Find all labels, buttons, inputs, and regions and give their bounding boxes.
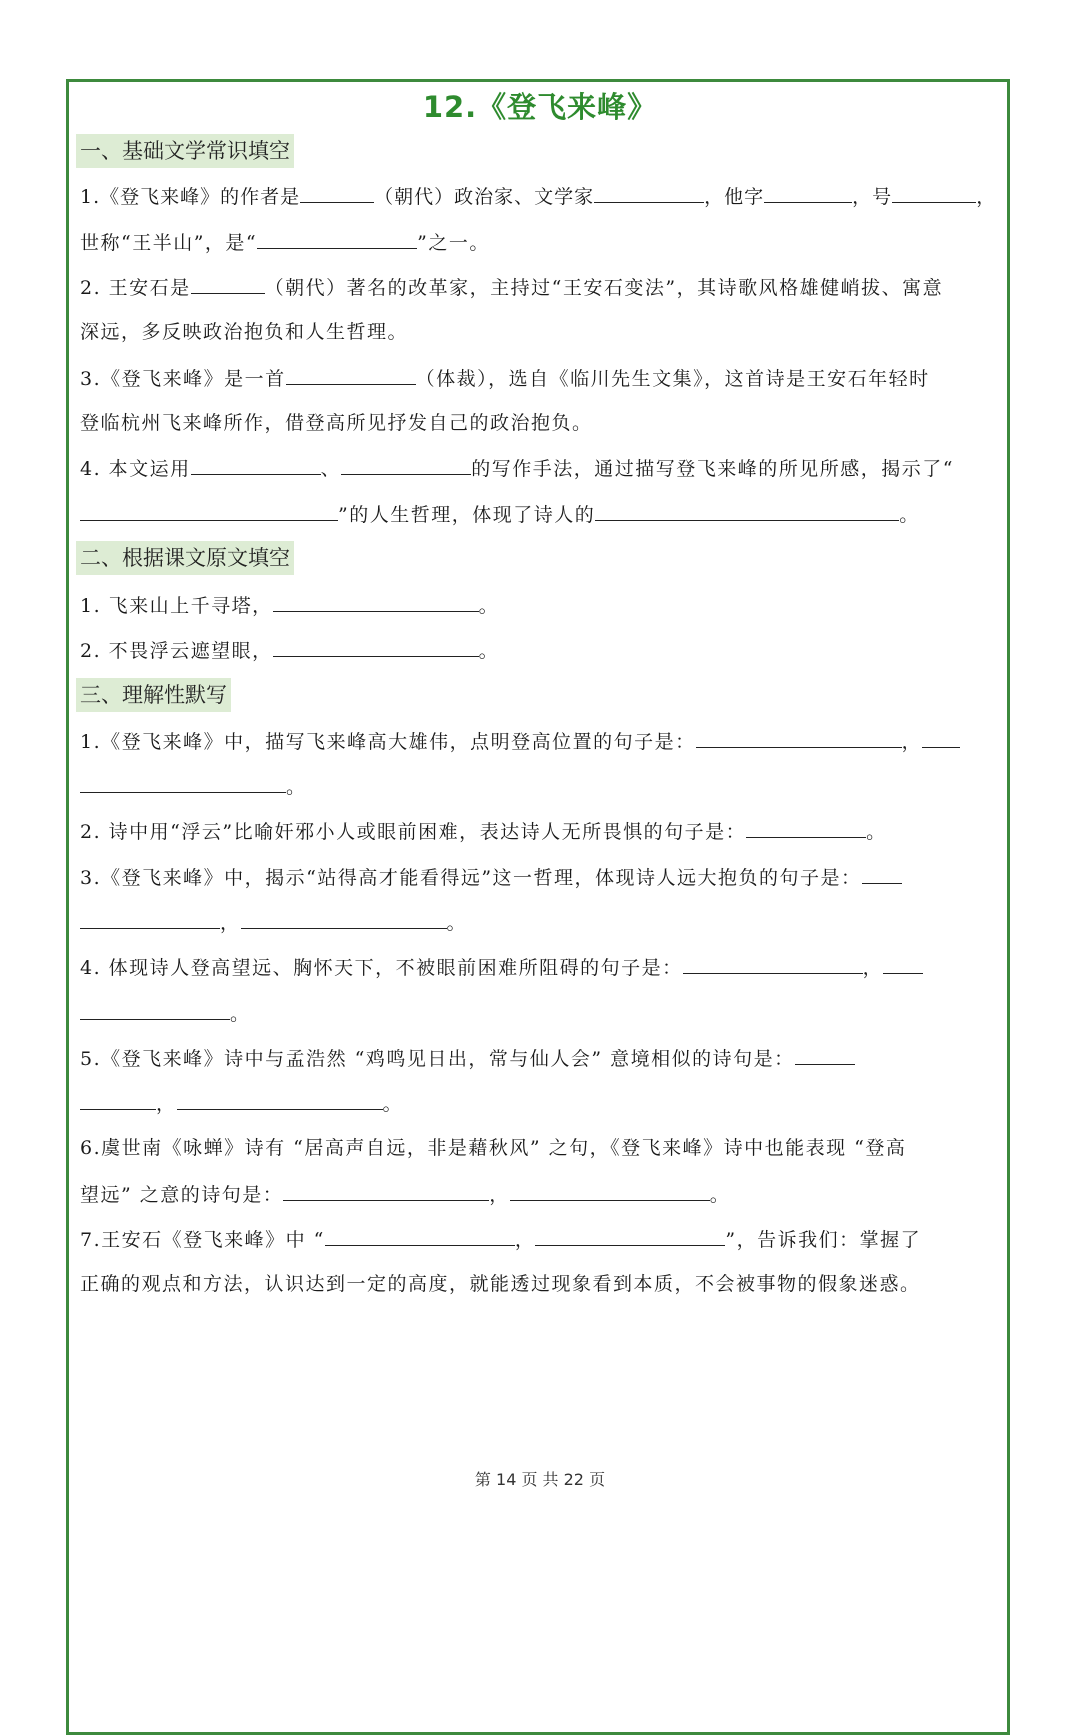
answer-blank[interactable]: [191, 273, 265, 294]
question-1-3: 3.《登飞来峰》是一首 （体裁），选自《临川先生文集》，这首诗是王安石年轻时: [80, 364, 1002, 393]
answer-blank[interactable]: [325, 1225, 515, 1246]
section-heading-2: 二、根据课文原文填空: [76, 541, 294, 575]
question-1-4-cont: ”的人生哲理，体现了诗人的 。: [80, 500, 1002, 529]
question-3-7-cont: 正确的观点和方法，认识达到一定的高度，就能透过现象看到本质，不会被事物的假象迷惑。: [80, 1273, 921, 1295]
question-3-5-cont: ， 。: [80, 1089, 1002, 1118]
question-3-7: 7.王安石《登飞来峰》中 “ ， ”，告诉我们：掌握了: [80, 1225, 1002, 1254]
question-1-1-cont: 世称“王半山”，是“ ”之一。: [80, 228, 1002, 257]
question-2-1: 1. 飞来山上千寻塔， 。: [80, 591, 1002, 620]
page-title: 12.《登飞来峰》: [422, 90, 658, 124]
question-3-4-cont: 。: [80, 999, 1002, 1028]
answer-blank[interactable]: [257, 228, 417, 249]
question-3-4: 4. 体现诗人登高望远、胸怀天下，不被眼前困难所阻碍的句子是： ，: [80, 953, 1002, 982]
answer-blank[interactable]: [283, 1180, 489, 1201]
question-3-3: 3.《登飞来峰》中，揭示“站得高才能看得远”这一哲理，体现诗人远大抱负的句子是：: [80, 863, 1002, 892]
answer-blank[interactable]: [80, 908, 220, 929]
question-3-6: 6.虞世南《咏蝉》诗有 “居高声自远，非是藉秋风” 之句，《登飞来峰》诗中也能表现 “登高: [80, 1137, 907, 1159]
question-3-1: 1.《登飞来峰》中，描写飞来峰高大雄伟，点明登高位置的句子是： ，: [80, 727, 1002, 756]
question-3-5: 5.《登飞来峰》诗中与孟浩然 “鸡鸣见日出，常与仙人会” 意境相似的诗句是：: [80, 1044, 1002, 1073]
question-1-3-cont: 登临杭州飞来峰所作，借登高所见抒发自己的政治抱负。: [80, 412, 593, 434]
answer-blank[interactable]: [683, 953, 863, 974]
answer-blank[interactable]: [80, 999, 230, 1020]
answer-blank[interactable]: [595, 500, 899, 521]
answer-blank[interactable]: [510, 1180, 710, 1201]
question-3-3-cont: ， 。: [80, 908, 1002, 937]
section-heading-1: 一、基础文学常识填空: [76, 134, 294, 168]
answer-blank[interactable]: [795, 1044, 855, 1065]
question-1-4: 4. 本文运用 、 的写作手法，通过描写登飞来峰的所见所感，揭示了“: [80, 454, 1002, 483]
answer-blank[interactable]: [696, 727, 902, 748]
answer-blank[interactable]: [286, 364, 416, 385]
answer-blank[interactable]: [273, 591, 479, 612]
question-3-2: 2. 诗中用“浮云”比喻奸邪小人或眼前困难，表达诗人无所畏惧的句子是： 。: [80, 817, 1002, 846]
question-1-2: 2. 王安石是 （朝代）著名的改革家，主持过“王安石变法”，其诗歌风格雄健峭拔、寓意: [80, 273, 1002, 302]
answer-blank[interactable]: [883, 953, 923, 974]
answer-blank[interactable]: [273, 636, 479, 657]
question-3-1-cont: 。: [80, 772, 1002, 801]
answer-blank[interactable]: [177, 1089, 383, 1110]
answer-blank[interactable]: [241, 908, 447, 929]
answer-blank[interactable]: [191, 454, 321, 475]
answer-blank[interactable]: [80, 1089, 156, 1110]
answer-blank[interactable]: [535, 1225, 725, 1246]
answer-blank[interactable]: [922, 727, 960, 748]
question-3-6-cont: 望远” 之意的诗句是： ， 。: [80, 1180, 1002, 1209]
page-number: 第 14 页 共 22 页: [474, 1470, 606, 1489]
question-2-2: 2. 不畏浮云遮望眼， 。: [80, 636, 1002, 665]
answer-blank[interactable]: [300, 182, 374, 203]
answer-blank[interactable]: [594, 182, 704, 203]
answer-blank[interactable]: [80, 500, 338, 521]
question-1-2-cont: 深远，多反映政治抱负和人生哲理。: [80, 321, 409, 343]
answer-blank[interactable]: [341, 454, 471, 475]
answer-blank[interactable]: [746, 817, 866, 838]
answer-blank[interactable]: [892, 182, 976, 203]
answer-blank[interactable]: [862, 863, 902, 884]
question-1-1: 1.《登飞来峰》的作者是 （朝代）政治家、文学家 ，他字 ，号 ，: [80, 182, 1002, 211]
answer-blank[interactable]: [764, 182, 852, 203]
section-heading-3: 三、理解性默写: [76, 678, 231, 712]
answer-blank[interactable]: [80, 772, 286, 793]
